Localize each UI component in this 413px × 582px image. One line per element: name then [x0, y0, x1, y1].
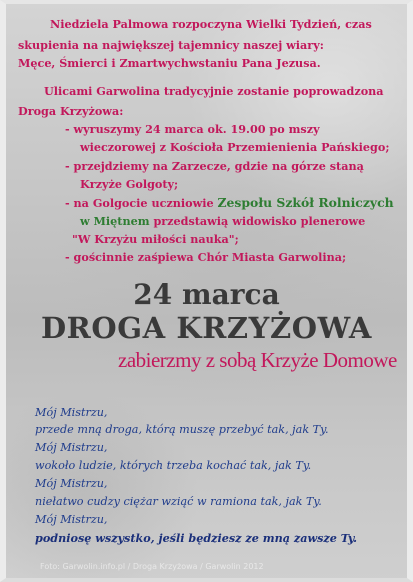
route-intro-line-1: Ulicami Garwolina tradycyjnie zostanie poprowadzona — [44, 84, 384, 98]
event-title: DROGA KRZYŻOWA — [40, 311, 373, 345]
route-item-3-text: - na Golgocie uczniowie — [65, 196, 218, 210]
poem-line: Mój Mistrzu, — [35, 477, 108, 490]
route-item-1-line-1: - wyruszymy 24 marca ok. 19.00 po mszy — [65, 122, 320, 136]
route-item-2-line-2: Krzyże Golgoty; — [80, 177, 179, 191]
route-item-2-line-1: - przejdziemy na Zarzecze, gdzie na górze staną — [65, 159, 364, 173]
photo-credit: Foto: Garwolin.info.pl / Droga Krzyżowa / Garwolin 2012 — [40, 562, 264, 571]
school-place: w Miętnem — [80, 214, 150, 228]
route-item-3-line-3: "W Krzyżu miłości nauka"; — [72, 232, 239, 246]
intro-line-3: Męce, Śmierci i Zmartwychwstaniu Pana Jezusa. — [18, 56, 321, 70]
poem-line: niełatwo cudzy ciężar wziąć w ramiona tak, jak Ty. — [35, 495, 322, 508]
poem-line: wokoło ludzie, których trzeba kochać tak, jak Ty. — [35, 459, 312, 472]
school-name: Zespołu Szkół Rolniczych — [217, 195, 394, 210]
route-item-3-text-2: przedstawią widowisko plenerowe — [149, 214, 366, 228]
poem-line: Mój Mistrzu, — [35, 406, 108, 419]
event-subtitle: zabierzmy z sobą Krzyże Domowe — [118, 348, 397, 372]
event-date: 24 marca — [133, 278, 280, 311]
route-intro-line-2: Droga Krzyżowa: — [18, 104, 124, 118]
poem-last-line: podniosę wszystko, jeśli będziesz ze mną zawsze Ty. — [35, 531, 357, 545]
route-item-4-line-1: - gościnnie zaśpiewa Chór Miasta Garwolina; — [65, 250, 347, 264]
route-item-1-line-2: wieczorowej z Kościoła Przemienienia Pańskiego; — [80, 140, 390, 154]
route-item-3-line-2 — [80, 214, 365, 228]
poem-line: przede mną droga, którą muszę przebyć tak, jak Ty. — [35, 423, 329, 436]
poem-line: Mój Mistrzu, — [35, 513, 108, 526]
poem-line: Mój Mistrzu, — [35, 441, 108, 454]
intro-line-1: Niedziela Palmowa rozpoczyna Wielki Tydzień, czas — [50, 17, 372, 31]
route-item-3-line-1 — [65, 196, 394, 210]
intro-line-2: skupienia na największej tajemnicy naszej wiary: — [18, 38, 324, 52]
